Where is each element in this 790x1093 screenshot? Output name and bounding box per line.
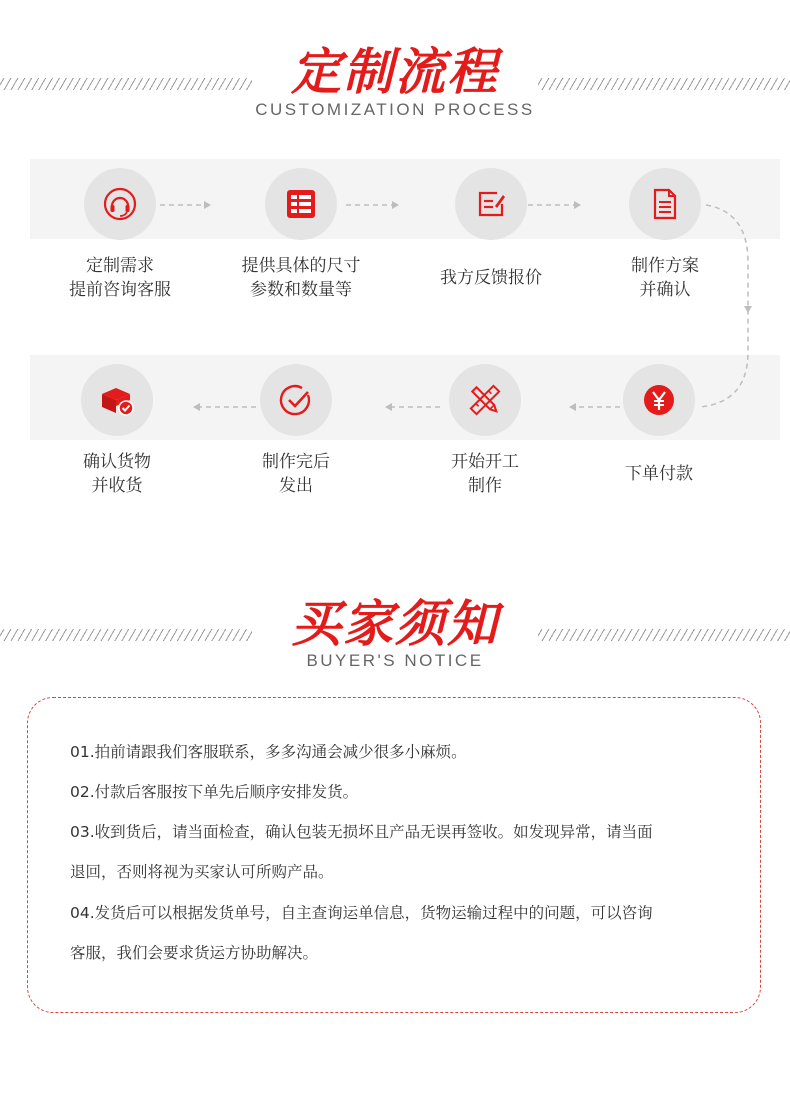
step-label-line2: 发出 xyxy=(279,476,313,496)
step-label-line2: 并确认 xyxy=(639,280,691,300)
document-icon xyxy=(645,184,685,224)
headset-icon xyxy=(100,184,140,224)
notice-line: 01.拍前请跟我们客服联系，多多沟通会减少很多小麻烦。 xyxy=(70,743,467,761)
step-label-line1: 开始开工 xyxy=(451,452,519,472)
step-icon-circle xyxy=(265,168,337,240)
edit-icon xyxy=(471,184,511,224)
step-label-line2: 参数和数量等 xyxy=(250,280,352,300)
notice-line: 03.收到货后，请当面检查，确认包装无损坏且产品无误再签收。如发现异常，请当面 xyxy=(70,823,653,841)
step-label xyxy=(226,254,376,302)
check-circle-icon xyxy=(276,380,316,420)
step-label xyxy=(590,254,740,302)
step-label-line1: 下单付款 xyxy=(625,464,693,484)
step-label xyxy=(221,450,371,498)
step-label xyxy=(410,450,560,498)
step-label-line2: 提前咨询客服 xyxy=(69,280,171,300)
step-icon-circle xyxy=(629,168,701,240)
notice-line: 02.付款后客服按下单先后顺序安排发货。 xyxy=(70,783,359,801)
pencil-ruler-icon xyxy=(465,380,505,420)
step-label-line2: 制作 xyxy=(468,476,502,496)
box-check-icon xyxy=(97,380,137,420)
step-label-line1: 定制需求 xyxy=(86,256,154,276)
step-label-line1: 制作方案 xyxy=(631,256,699,276)
notice-title: 买家须知 xyxy=(291,595,499,653)
notice-line: 退回，否则将视为买家认可所购产品。 xyxy=(70,863,334,881)
step-label-line1: 确认货物 xyxy=(83,452,151,472)
step-label xyxy=(584,462,734,486)
step-label xyxy=(416,266,566,290)
step-icon-circle xyxy=(81,364,153,436)
step-label-line1: 制作完后 xyxy=(262,452,330,472)
step-label xyxy=(45,254,195,302)
step-label-line2: 并收货 xyxy=(91,476,143,496)
step-icon-circle xyxy=(623,364,695,436)
step-icon-circle xyxy=(449,364,521,436)
notice-line: 04.发货后可以根据发货单号，自主查询运单信息，货物运输过程中的问题，可以咨询 xyxy=(70,904,653,922)
step-icon-circle xyxy=(260,364,332,436)
step-icon-circle xyxy=(455,168,527,240)
notice-subtitle: BUYER'S NOTICE xyxy=(306,651,484,670)
notice-line: 客服，我们会要求货运方协助解决。 xyxy=(70,944,319,962)
step-label-line1: 提供具体的尺寸 xyxy=(241,256,361,276)
process-title: 定制流程 xyxy=(291,43,499,101)
step-icon-circle xyxy=(84,168,156,240)
yen-icon xyxy=(639,380,679,420)
step-label-line1: 我方反馈报价 xyxy=(440,268,542,288)
process-subtitle: CUSTOMIZATION PROCESS xyxy=(255,100,535,119)
step-label xyxy=(42,450,192,498)
list-icon xyxy=(281,184,321,224)
